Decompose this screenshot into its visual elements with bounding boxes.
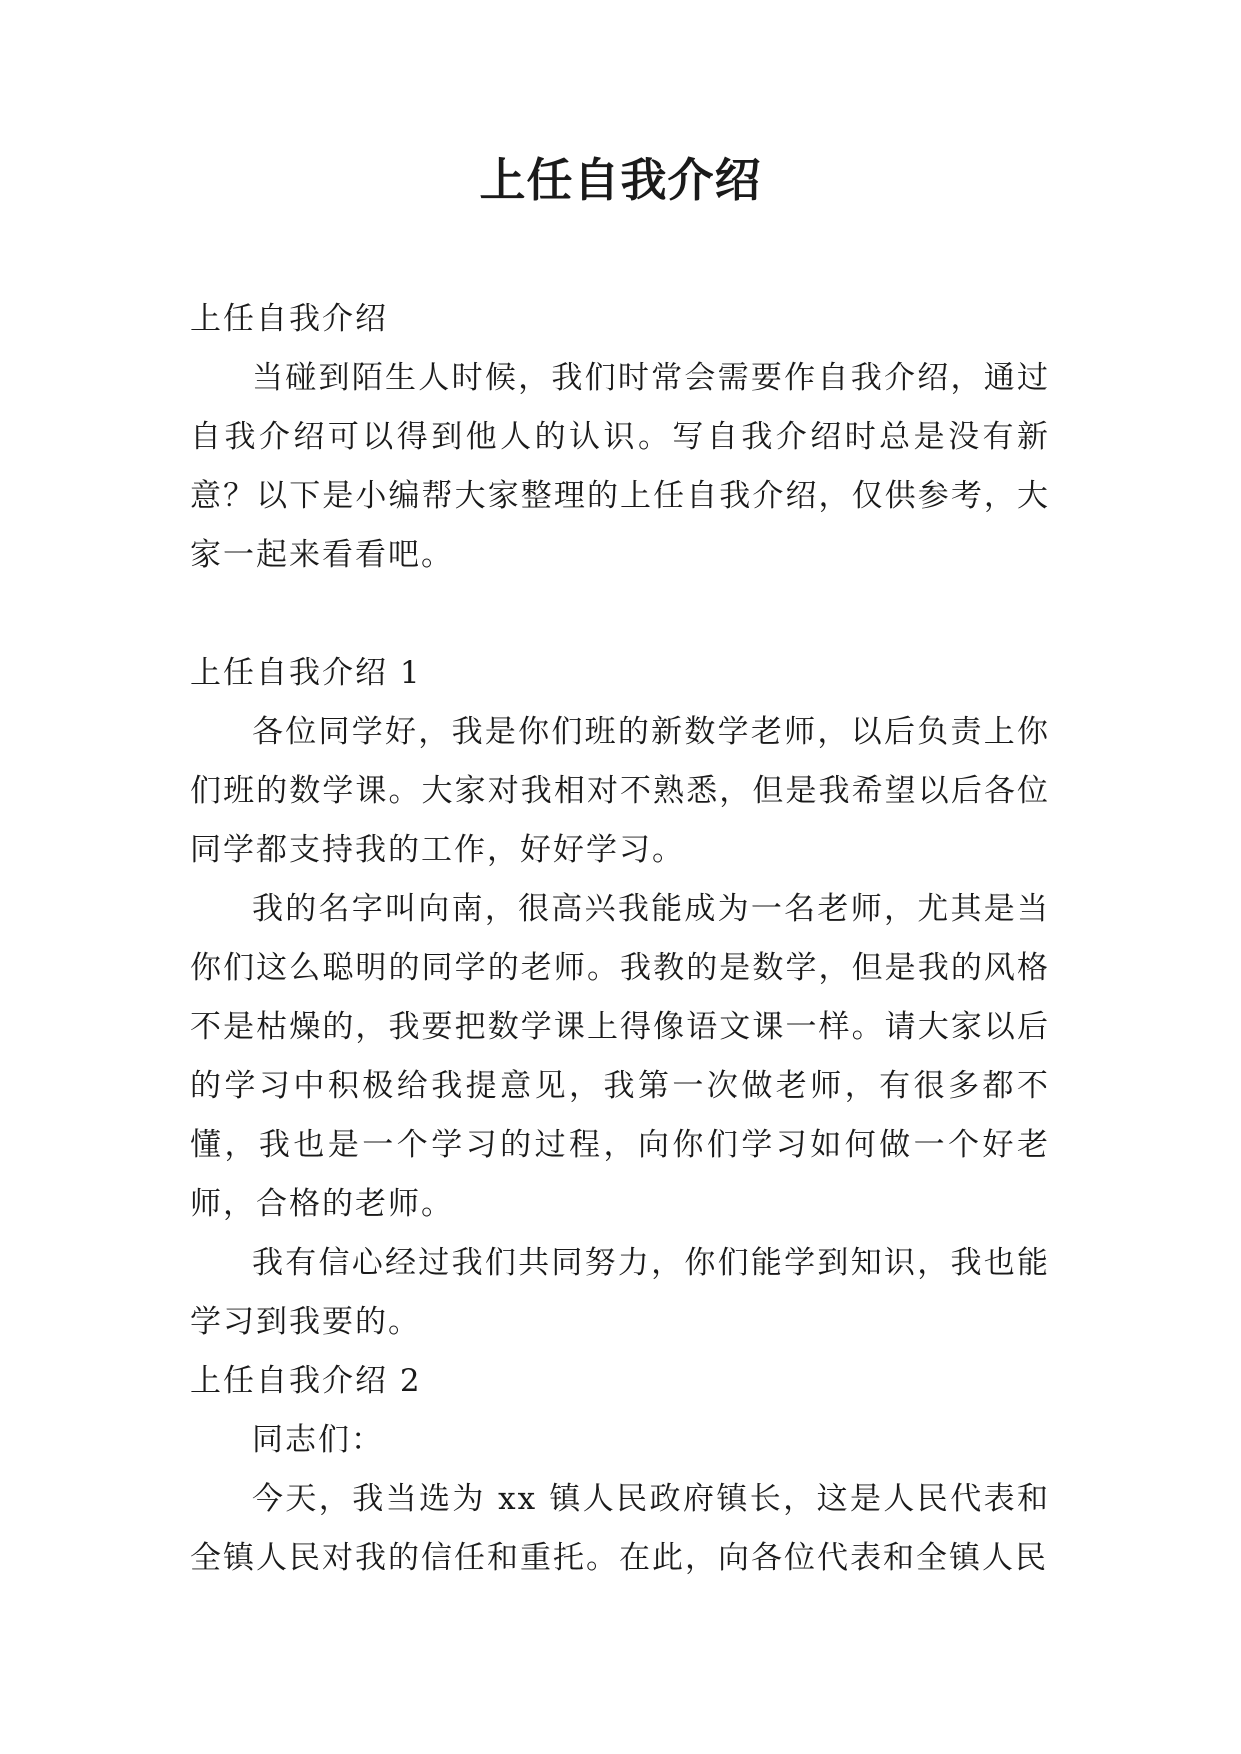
section-1-paragraph-1: 各位同学好，我是你们班的新数学老师，以后负责上你们班的数学课。大家对我相对不熟悉，但是我希望以后各位同学都支持我的工作，好好学习。 — [190, 714, 1050, 868]
section-1-heading: 上任自我介绍 1 — [190, 655, 422, 691]
document-body — [190, 290, 1050, 1588]
intro-heading: 上任自我介绍 — [190, 301, 388, 337]
document-title: 上任自我介绍 — [479, 153, 762, 207]
section-2-heading: 上任自我介绍 2 — [190, 1363, 422, 1399]
section-2-paragraph-1: 同志们： — [252, 1422, 384, 1458]
section-1-paragraph-2: 我的名字叫向南，很高兴我能成为一名老师，尤其是当你们这么聪明的同学的老师。我教的是数学，但是我的风格不是枯燥的，我要把数学课上得像语文课一样。请大家以后的学习中积极给我提意见，我第一次做老师，有很多都不懂，我也是一个学习的过程，向你们学习如何做一个好老师，合格的老师。 — [190, 891, 1050, 1222]
section-1-paragraph-3: 我有信心经过我们共同努力，你们能学到知识，我也能学习到我要的。 — [190, 1245, 1050, 1340]
section-2-paragraph-2: 今天，我当选为 xx 镇人民政府镇长，这是人民代表和全镇人民对我的信任和重托。在此，向各位代表和全镇人民 — [190, 1481, 1050, 1576]
intro-paragraph: 当碰到陌生人时候，我们时常会需要作自我介绍，通过自我介绍可以得到他人的认识。写自我介绍时总是没有新意？以下是小编帮大家整理的上任自我介绍，仅供参考，大家一起来看看吧。 — [190, 360, 1050, 573]
